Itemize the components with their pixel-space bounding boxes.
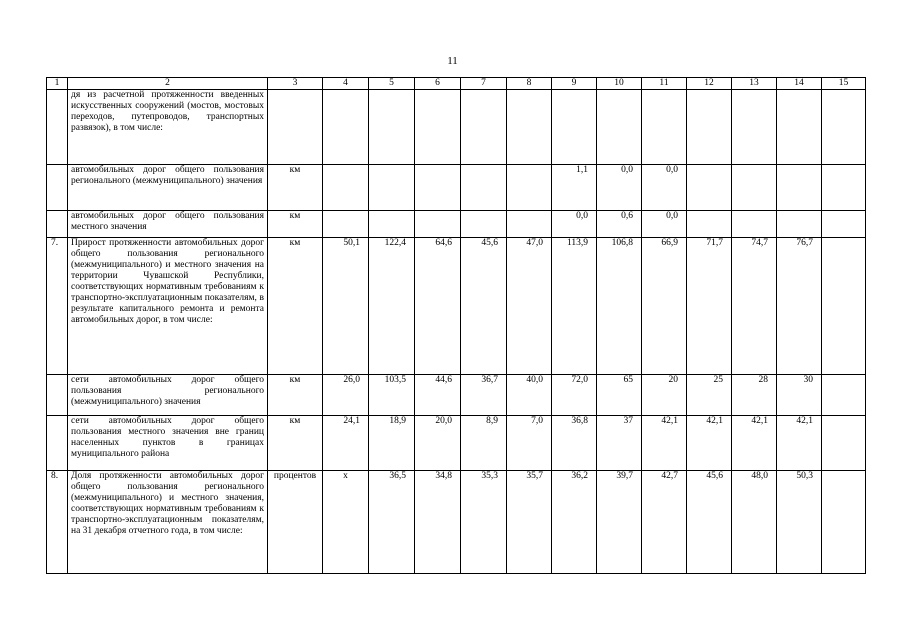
value-cell: 0,0	[642, 211, 687, 238]
header-cell: 12	[687, 78, 732, 90]
value-cell: 74,7	[732, 238, 777, 375]
value-cell: 20,0	[415, 416, 461, 471]
header-cell: 9	[552, 78, 597, 90]
value-cell: 28	[732, 375, 777, 416]
unit-cell	[268, 90, 323, 165]
value-cell	[415, 211, 461, 238]
value-cell	[777, 90, 822, 165]
value-cell	[687, 211, 732, 238]
value-cell	[552, 90, 597, 165]
table-row	[47, 90, 866, 165]
header-cell: 14	[777, 78, 822, 90]
unit-cell: км	[268, 211, 323, 238]
value-cell	[687, 90, 732, 165]
unit-cell: км	[268, 238, 323, 375]
column-number-header-row	[47, 78, 866, 90]
value-cell: 37	[597, 416, 642, 471]
value-cell: 50,3	[777, 471, 822, 574]
indicator-name-cell: дя из расчетной протяженности введенных искусственных сооружений (мостов, мостовых переходов, путепроводов, транспортных развязок), в том числе:	[68, 90, 268, 165]
value-cell	[822, 471, 866, 574]
value-cell: 0,0	[552, 211, 597, 238]
value-cell	[732, 90, 777, 165]
value-cell: 122,4	[369, 238, 415, 375]
value-cell	[822, 375, 866, 416]
value-cell: 24,1	[323, 416, 369, 471]
value-cell: 35,7	[507, 471, 552, 574]
value-cell	[369, 90, 415, 165]
value-cell: х	[323, 471, 369, 574]
header-cell: 8	[507, 78, 552, 90]
indicator-name-cell: сети автомобильных дорог общего пользования регионального (межмуниципального) значения	[68, 375, 268, 416]
value-cell: 8,9	[461, 416, 507, 471]
value-cell: 50,1	[323, 238, 369, 375]
value-cell: 64,6	[415, 238, 461, 375]
value-cell: 72,0	[552, 375, 597, 416]
row-number-cell	[47, 165, 68, 211]
page-number: 11	[447, 55, 458, 67]
value-cell	[323, 165, 369, 211]
table-row	[47, 416, 866, 471]
indicator-name-cell: Прирост протяженности автомобильных дорог общего пользования регионального (межмуниципального) и местного значения на территории Чувашской Республики, соответствующих нормативным требованиям к транспортно-эксплуатационным показателям, в результате капитального ремонта и ремонта автомобильных дорог, в том числе:	[68, 238, 268, 375]
value-cell: 42,1	[777, 416, 822, 471]
unit-cell: км	[268, 375, 323, 416]
value-cell	[507, 90, 552, 165]
value-cell	[507, 211, 552, 238]
header-cell: 10	[597, 78, 642, 90]
row-number-cell: 8.	[47, 471, 68, 574]
value-cell: 36,7	[461, 375, 507, 416]
value-cell: 42,1	[642, 416, 687, 471]
header-cell: 7	[461, 78, 507, 90]
value-cell: 113,9	[552, 238, 597, 375]
header-cell: 1	[47, 78, 68, 90]
value-cell	[369, 211, 415, 238]
value-cell: 47,0	[507, 238, 552, 375]
value-cell: 20	[642, 375, 687, 416]
value-cell	[687, 165, 732, 211]
table-row	[47, 375, 866, 416]
value-cell	[642, 90, 687, 165]
value-cell: 26,0	[323, 375, 369, 416]
value-cell: 0,0	[642, 165, 687, 211]
header-cell: 3	[268, 78, 323, 90]
value-cell	[323, 90, 369, 165]
value-cell: 18,9	[369, 416, 415, 471]
indicator-name-cell: автомобильных дорог общего пользования регионального (межмуниципального) значения	[68, 165, 268, 211]
value-cell	[822, 238, 866, 375]
value-cell: 40,0	[507, 375, 552, 416]
value-cell: 0,6	[597, 211, 642, 238]
value-cell: 71,7	[687, 238, 732, 375]
table-row	[47, 471, 866, 574]
row-number-cell	[47, 90, 68, 165]
value-cell	[777, 165, 822, 211]
header-cell: 6	[415, 78, 461, 90]
header-cell: 13	[732, 78, 777, 90]
value-cell	[777, 211, 822, 238]
row-number-cell	[47, 416, 68, 471]
header-cell: 4	[323, 78, 369, 90]
value-cell	[732, 165, 777, 211]
value-cell: 25	[687, 375, 732, 416]
indicator-name-cell: сети автомобильных дорог общего пользования местного значения вне границ населенных пунктов в границах муниципального района	[68, 416, 268, 471]
value-cell	[732, 211, 777, 238]
row-number-cell	[47, 211, 68, 238]
unit-cell: км	[268, 416, 323, 471]
table-row	[47, 165, 866, 211]
value-cell	[597, 90, 642, 165]
value-cell: 42,1	[687, 416, 732, 471]
indicator-name-cell: Доля протяженности автомобильных дорог общего пользования регионального (межмуниципального) и местного значения, соответствующих нормативным требованиям к транспортно-эксплуатационным показателям, на 31 декабря отчетного года, в том числе:	[68, 471, 268, 574]
indicators-table	[46, 77, 866, 574]
header-cell: 5	[369, 78, 415, 90]
value-cell: 76,7	[777, 238, 822, 375]
value-cell: 1,1	[552, 165, 597, 211]
value-cell	[822, 211, 866, 238]
unit-cell: процентов	[268, 471, 323, 574]
unit-cell: км	[268, 165, 323, 211]
value-cell: 0,0	[597, 165, 642, 211]
value-cell: 34,8	[415, 471, 461, 574]
value-cell: 35,3	[461, 471, 507, 574]
value-cell	[507, 165, 552, 211]
value-cell: 65	[597, 375, 642, 416]
value-cell	[461, 90, 507, 165]
value-cell: 36,2	[552, 471, 597, 574]
header-cell: 11	[642, 78, 687, 90]
indicator-name-cell: автомобильных дорог общего пользования местного значения	[68, 211, 268, 238]
value-cell: 36,8	[552, 416, 597, 471]
value-cell	[822, 90, 866, 165]
row-number-cell: 7.	[47, 238, 68, 375]
value-cell: 106,8	[597, 238, 642, 375]
value-cell: 36,5	[369, 471, 415, 574]
value-cell	[822, 416, 866, 471]
value-cell: 45,6	[461, 238, 507, 375]
value-cell: 45,6	[687, 471, 732, 574]
row-number-cell	[47, 375, 68, 416]
value-cell: 103,5	[369, 375, 415, 416]
value-cell: 42,1	[732, 416, 777, 471]
value-cell	[461, 211, 507, 238]
value-cell: 44,6	[415, 375, 461, 416]
value-cell: 48,0	[732, 471, 777, 574]
value-cell	[323, 211, 369, 238]
value-cell: 7,0	[507, 416, 552, 471]
value-cell	[461, 165, 507, 211]
header-cell: 15	[822, 78, 866, 90]
header-cell: 2	[68, 78, 268, 90]
value-cell: 39,7	[597, 471, 642, 574]
table-row	[47, 238, 866, 375]
value-cell	[415, 165, 461, 211]
value-cell: 66,9	[642, 238, 687, 375]
value-cell	[822, 165, 866, 211]
value-cell: 30	[777, 375, 822, 416]
value-cell: 42,7	[642, 471, 687, 574]
table-row	[47, 211, 866, 238]
value-cell	[369, 165, 415, 211]
value-cell	[415, 90, 461, 165]
